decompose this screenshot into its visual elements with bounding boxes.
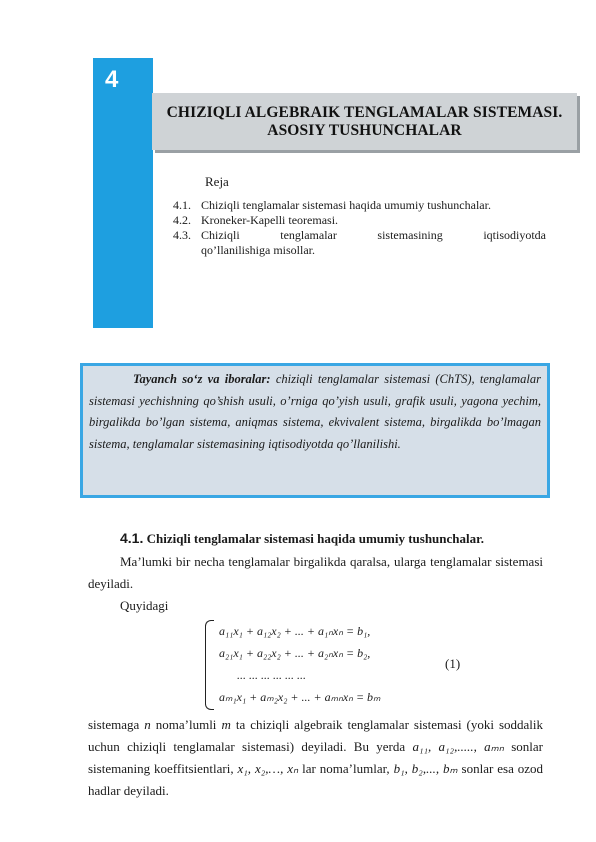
plan-item <box>173 198 546 213</box>
para3-part-a: sistemaga <box>88 717 140 732</box>
chapter-side-bar <box>93 58 153 328</box>
plan-item-number: 4.3. <box>173 228 191 242</box>
equation-line-2: a₂₁x₁ + a₂₂x₂ + ... + a₂ₙxₙ = b₂, <box>219 646 371 660</box>
plan-item-continuation: qo’llanilishiga misollar. <box>201 243 315 257</box>
chapter-number: 4 <box>105 66 119 93</box>
variable-n: n <box>144 717 151 732</box>
section-heading <box>120 530 484 547</box>
para3-part-c: ta chiziqli algebraik tenglamalar sistemasi (yoki soddalik uchun chiziqli tenglamalar sistemasi) deyiladi. Bu yerda <box>88 717 544 754</box>
plan-item-text: Chiziqli tenglamalar sistemasining iqtisodiyotda <box>201 228 546 242</box>
section-title: Chiziqli tenglamalar sistemasi haqida umumiy tushunchalar. <box>146 531 484 546</box>
variable-m: m <box>221 717 231 732</box>
equation-number: (1) <box>445 656 461 671</box>
equation-brace <box>205 620 214 710</box>
keywords-box <box>80 363 550 498</box>
plan-item-number: 4.2. <box>173 213 191 227</box>
plan-list <box>173 198 546 258</box>
para3-part-b: noma’lumli <box>155 717 217 732</box>
coefficients-expression: a₁₁, a₁₂,....., aₘₙ <box>412 739 504 754</box>
plan-item-text: Kroneker-Kapelli teoremasi. <box>201 213 339 227</box>
chapter-title-box <box>152 93 577 150</box>
unknowns-expression: x₁, x₂,…, xₙ <box>237 761 299 776</box>
section-paragraph-3 <box>88 714 543 802</box>
plan-item-number: 4.1. <box>173 198 191 212</box>
equation-line-1: a₁₁x₁ + a₁₂x₂ + ... + a₁ₙxₙ = b₁, <box>219 624 371 638</box>
equation-system <box>205 620 405 708</box>
section-number: 4.1. <box>120 530 144 546</box>
para3-part-e: lar noma’lumlar, <box>302 761 390 776</box>
plan-item-text: Chiziqli tenglamalar sistemasi haqida umumiy tushunchalar. <box>201 198 491 212</box>
plan-item <box>173 228 546 243</box>
keywords-text <box>89 369 541 455</box>
equation-line-4: aₘ₁x₁ + aₘ₂x₂ + ... + aₘₙxₙ = bₘ <box>219 690 381 704</box>
keywords-lead: Tayanch so‘z va iboralar: <box>133 372 271 386</box>
chapter-title-line2: ASOSIY TUSHUNCHALAR <box>267 121 462 139</box>
plan-label: Reja <box>205 174 229 189</box>
para3-part-f: sonlar esa ozod hadlar deyiladi. <box>88 761 544 798</box>
keywords-body: chiziqli tenglamalar sistemasi (ChTS), tenglamalar sistemasi yechishning qo’shish usuli, o’rniga qo’yish usuli, grafik usuli, yagona yechim, birgalikda bo’lgan sistema, aniqmas sistema, ekvivalent sistema, birgalikda bo’lmagan sistema, tenglamalar sistemasining iqtisodiyotda qo’llanilishi. <box>89 372 541 451</box>
equation-line-3: ... ... ... ... ... ... <box>237 668 306 682</box>
chapter-title-line1: CHIZIQLI ALGEBRAIK TENGLAMALAR SISTEMASI. <box>166 103 563 121</box>
para3-part-d: sonlar sistemaning koeffitsientlari, <box>88 739 544 776</box>
section-paragraph-1: Ma’lumki bir necha tenglamalar birgalikda qaralsa, ularga tenglamalar sistemasi deyiladi. <box>88 554 543 591</box>
free-terms-expression: b₁, b₂,..., bₘ <box>393 761 458 776</box>
section-paragraph-2: Quyidagi <box>120 598 169 613</box>
plan-item <box>173 213 546 228</box>
